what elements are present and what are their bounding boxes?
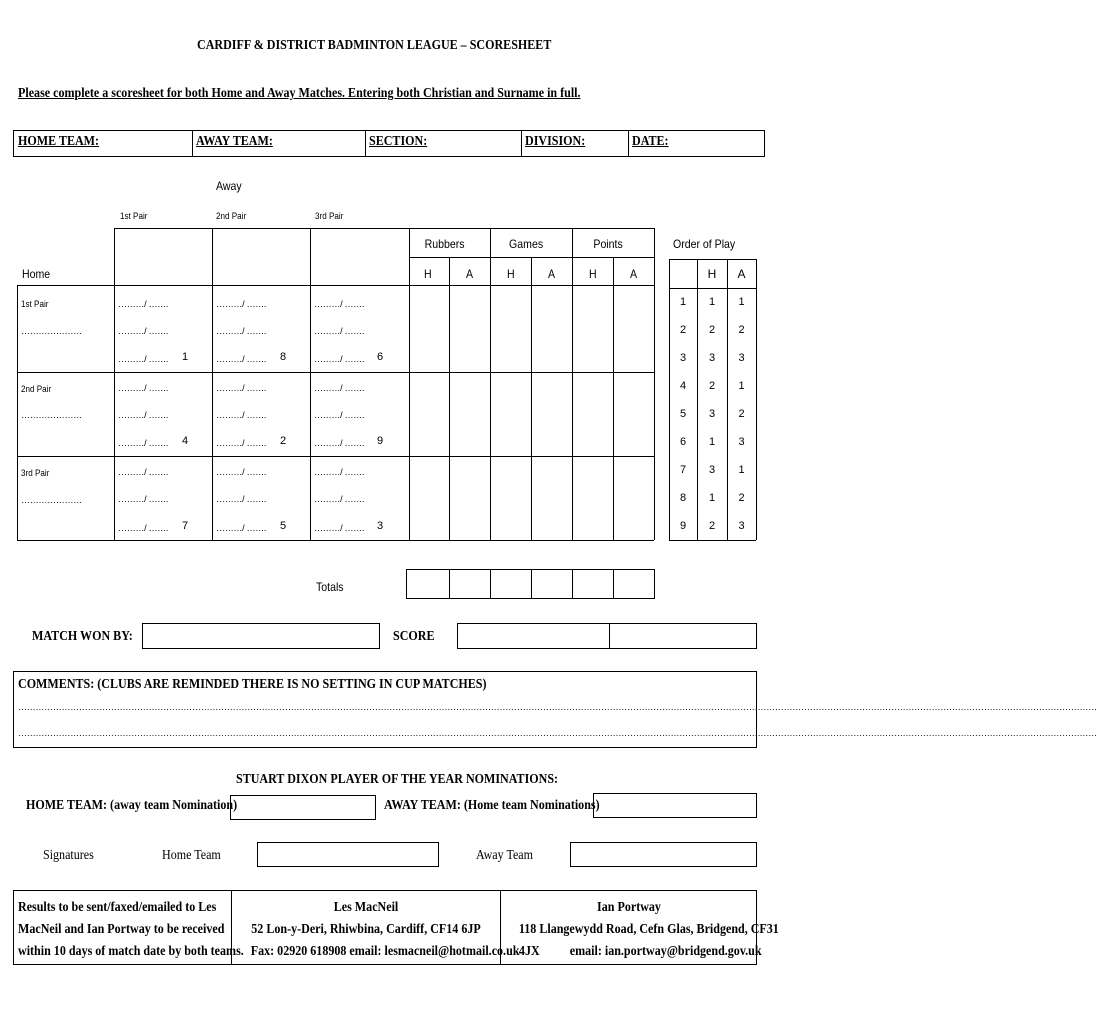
score-entry[interactable]: ………/ ……. — [216, 326, 267, 336]
score-entry[interactable]: ………/ ……. — [216, 523, 267, 533]
totals-label: Totals — [316, 580, 344, 594]
order-of-play-cell: 6 — [679, 436, 687, 448]
order-of-play-cell: 1 — [738, 380, 745, 392]
footer-instructions — [18, 897, 244, 963]
score-entry[interactable]: ………/ ……. — [118, 467, 169, 477]
score-entry[interactable]: ………/ ……. — [216, 299, 267, 309]
score-entry[interactable]: ………/ ……. — [314, 383, 365, 393]
score-input[interactable] — [457, 623, 757, 649]
order-of-play-cell: 3 — [738, 520, 745, 532]
section-field[interactable]: SECTION: — [369, 134, 428, 149]
away-label: Away — [216, 179, 242, 193]
home-nomination-input[interactable] — [230, 795, 376, 820]
score-entry[interactable]: ………/ ……. — [118, 354, 169, 364]
points-header: Points — [593, 237, 623, 251]
order-of-play-cell: 9 — [679, 520, 687, 532]
order-of-play-cell: 8 — [679, 492, 687, 504]
page-title: CARDIFF & DISTRICT BADMINTON LEAGUE – SCORESHEET — [197, 38, 552, 53]
away-pair-2-label: 2nd Pair — [216, 211, 247, 221]
comments-label: COMMENTS: (CLUBS ARE REMINDED THERE IS NO SETTING IN CUP MATCHES) — [18, 677, 487, 692]
away-nomination-input[interactable] — [593, 793, 757, 818]
order-of-play-cell: 4 — [679, 380, 687, 392]
instruction-text: Please complete a scoresheet for both Home and Away Matches. Entering both Christian and Surname in full. — [18, 86, 581, 101]
away-nomination-label: AWAY TEAM: (Home team Nominations) — [384, 798, 600, 813]
order-of-play-cell: 3 — [708, 464, 716, 476]
footer-instructions-line: MacNeil and Ian Portway to be received — [18, 922, 225, 937]
score-entry[interactable]: ………/ ……. — [118, 438, 169, 448]
home-signature-input[interactable] — [257, 842, 439, 867]
games-h-label: H — [507, 267, 515, 281]
contact-les-macneil — [232, 897, 520, 963]
contact-name: Ian Portway — [597, 900, 661, 915]
comments-line-1[interactable]: ………………………………………………………………………………………………………………………………………………………………………………………………………………………………………………………………………………………………………………………………………… — [18, 702, 1097, 712]
home-pair-2-label: 2nd Pair — [21, 384, 52, 394]
contact-name: Les MacNeil — [333, 900, 399, 915]
contact-address: 52 Lon-y-Deri, Rhiwbina, Cardiff, CF14 6JP — [251, 922, 481, 937]
order-of-play-cell: 1 — [708, 492, 716, 504]
home-pair-1-names[interactable]: ………………… — [21, 326, 82, 336]
home-signature-label: Home Team — [162, 848, 221, 863]
division-field[interactable]: DIVISION: — [525, 134, 586, 149]
score-entry[interactable]: ………/ ……. — [118, 299, 169, 309]
home-pair-3-label: 3rd Pair — [21, 468, 50, 478]
score-entry[interactable]: ………/ ……. — [118, 494, 169, 504]
order-of-play-cell: 1 — [708, 296, 716, 308]
away-team-field[interactable]: AWAY TEAM: — [196, 134, 273, 149]
order-of-play-cell: 5 — [679, 408, 687, 420]
rubbers-header: Rubbers — [424, 237, 465, 251]
points-a-label: A — [630, 267, 638, 281]
nominations-title: STUART DIXON PLAYER OF THE YEAR NOMINATIONS: — [236, 772, 559, 787]
home-team-field[interactable]: HOME TEAM: — [18, 134, 100, 149]
home-pair-1-label: 1st Pair — [21, 299, 49, 309]
match-won-by-input[interactable] — [142, 623, 380, 649]
order-of-play-cell: 2 — [738, 324, 745, 336]
order-of-play-cell: 1 — [679, 296, 687, 308]
rubber-number: 9 — [377, 435, 384, 447]
score-entry[interactable]: ………/ ……. — [118, 383, 169, 393]
score-entry[interactable]: ………/ ……. — [314, 410, 365, 420]
score-entry[interactable]: ………/ ……. — [314, 354, 365, 364]
order-of-play-cell: 2 — [679, 324, 687, 336]
games-a-label: A — [548, 267, 556, 281]
away-signature-input[interactable] — [570, 842, 757, 867]
order-of-play-cell: 3 — [738, 352, 745, 364]
score-entry[interactable]: ………/ ……. — [314, 523, 365, 533]
order-of-play-cell: 1 — [738, 296, 745, 308]
order-of-play-cell: 2 — [708, 324, 716, 336]
score-entry[interactable]: ………/ ……. — [118, 523, 169, 533]
away-pair-1-label: 1st Pair — [120, 211, 148, 221]
score-entry[interactable]: ………/ ……. — [216, 410, 267, 420]
contact-address: 118 Llangewydd Road, Cefn Glas, Bridgend, CF31 — [518, 922, 779, 937]
order-of-play-cell: 2 — [708, 380, 716, 392]
order-a-header: A — [737, 267, 746, 281]
score-entry[interactable]: ………/ ……. — [314, 494, 365, 504]
order-of-play-cell: 1 — [708, 436, 716, 448]
rubber-number: 2 — [280, 435, 287, 447]
away-signature-label: Away Team — [476, 848, 534, 863]
signatures-label: Signatures — [43, 848, 94, 863]
footer-instructions-line: within 10 days of match date by both teams. — [18, 944, 244, 959]
rubber-number: 6 — [377, 351, 384, 363]
order-of-play-cell: 2 — [738, 492, 745, 504]
away-pair-3-label: 3rd Pair — [315, 211, 344, 221]
order-of-play-cell: 3 — [679, 352, 687, 364]
score-entry[interactable]: ………/ ……. — [314, 299, 365, 309]
rubber-number: 4 — [182, 435, 189, 447]
contact-ian-portway — [501, 897, 779, 963]
order-of-play-cell: 3 — [708, 408, 716, 420]
contact-fax-email[interactable]: Fax: 02920 618908 email: lesmacneil@hotmail.co.uk — [250, 944, 520, 959]
date-field[interactable]: DATE: — [632, 134, 669, 149]
rubber-number: 5 — [280, 520, 287, 532]
home-nomination-label: HOME TEAM: (away team Nomination) — [26, 798, 238, 813]
score-entry[interactable]: ………/ ……. — [216, 438, 267, 448]
order-h-header: H — [707, 267, 717, 281]
rubber-number: 8 — [280, 351, 287, 363]
rubber-number: 1 — [182, 351, 189, 363]
comments-line-2[interactable]: ………………………………………………………………………………………………………………………………………………………………………………………………………………………………………………………………………………………………………………………………………… — [18, 728, 1097, 738]
order-of-play-cell: 3 — [738, 436, 745, 448]
score-entry[interactable]: ………/ ……. — [314, 467, 365, 477]
games-header: Games — [509, 237, 544, 251]
order-of-play-cell: 1 — [738, 464, 745, 476]
order-of-play-cell: 3 — [708, 352, 716, 364]
score-entry[interactable]: ………/ ……. — [216, 494, 267, 504]
footer-instructions-line: Results to be sent/faxed/emailed to Les — [18, 900, 217, 915]
order-of-play-cell: 2 — [738, 408, 745, 420]
score-entry[interactable]: ………/ ……. — [314, 326, 365, 336]
order-of-play-cell: 7 — [679, 464, 687, 476]
score-entry[interactable]: ………/ ……. — [216, 467, 267, 477]
contact-email[interactable]: 4JX email: ian.portway@bridgend.gov.uk — [518, 944, 762, 959]
home-pair-3-names[interactable]: ………………… — [21, 495, 82, 505]
score-entry[interactable]: ………/ ……. — [314, 438, 365, 448]
match-won-by-label: MATCH WON BY: — [32, 629, 133, 644]
rubber-number: 7 — [182, 520, 189, 532]
points-h-label: H — [589, 267, 597, 281]
score-entry[interactable]: ………/ ……. — [118, 410, 169, 420]
order-of-play-title: Order of Play — [673, 237, 736, 251]
rubbers-h-label: H — [424, 267, 432, 281]
score-entry[interactable]: ………/ ……. — [118, 326, 169, 336]
score-entry[interactable]: ………/ ……. — [216, 354, 267, 364]
rubber-number: 3 — [377, 520, 384, 532]
rubbers-a-label: A — [466, 267, 474, 281]
score-label: SCORE — [393, 629, 435, 644]
home-label: Home — [22, 267, 51, 281]
score-entry[interactable]: ………/ ……. — [216, 383, 267, 393]
order-of-play-cell: 2 — [708, 520, 716, 532]
home-pair-2-names[interactable]: ………………… — [21, 410, 82, 420]
